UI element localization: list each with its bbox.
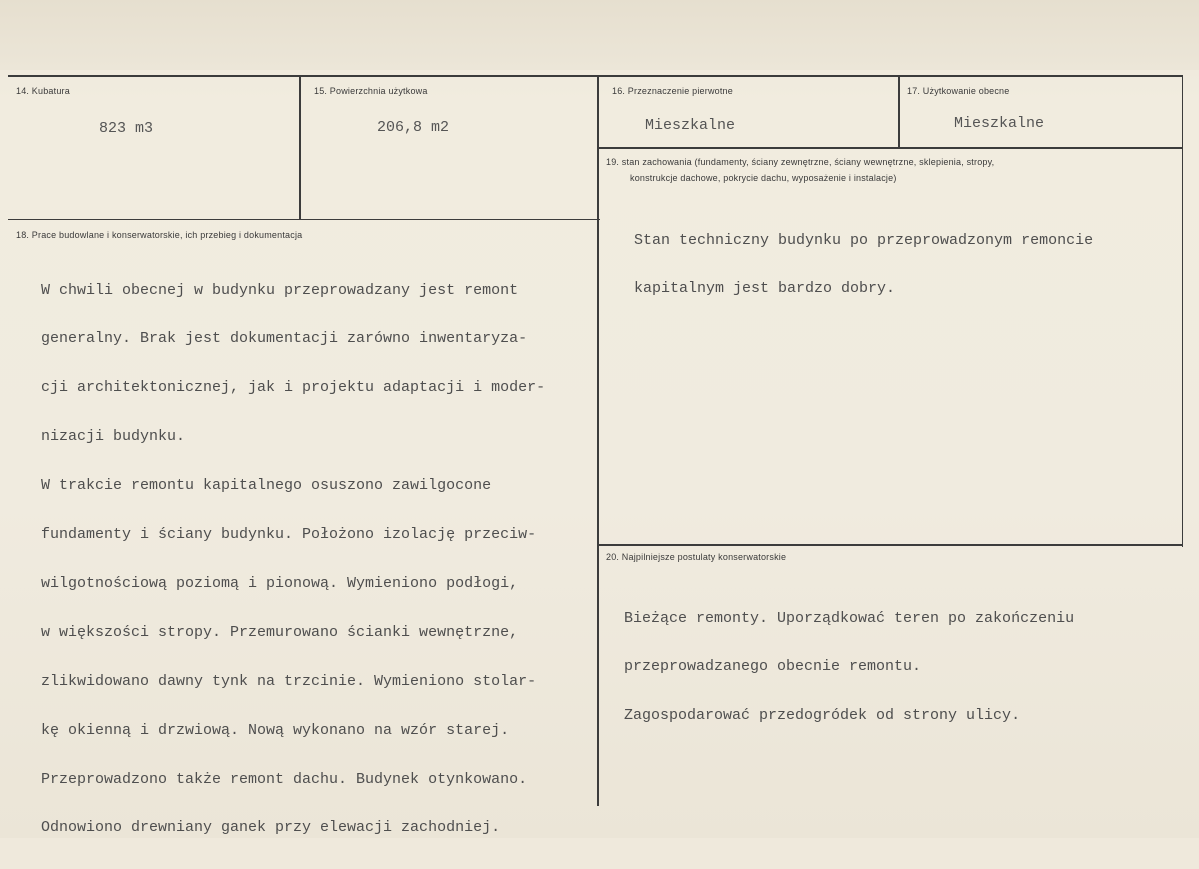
section-20-divider (598, 544, 1183, 546)
right-edge-rule (1182, 77, 1183, 547)
col-divider-16-17 (898, 77, 900, 148)
prace-line: generalny. Brak jest dokumentacji zarówno inwentaryza- (41, 330, 528, 348)
uzytkowanie-label: 17. Użytkowanie obecne (907, 86, 1010, 96)
col-divider-14-15 (299, 77, 301, 220)
prace-text (41, 250, 545, 869)
prace-line: wilgotnościową poziomą i pionową. Wymieniono podłogi, (41, 574, 519, 592)
stan-label-line1: 19. stan zachowania (fundamenty, ściany zewnętrzne, ściany wewnętrzne, sklepienia, stropy, (606, 157, 995, 167)
prace-line: fundamenty i ściany budynku. Położono izolację przeciw- (41, 526, 537, 544)
prace-line: Przeprowadzono także remont dachu. Budynek otynkowano. (41, 770, 528, 788)
header-divider-left (8, 219, 600, 220)
kubatura-label: 14. Kubatura (16, 86, 70, 96)
postulaty-line: przeprowadzanego obecnie remontu. (624, 658, 922, 676)
powierzchnia-value: 206,8 m2 (377, 119, 450, 136)
przeznaczenie-label: 16. Przeznaczenie pierwotne (612, 86, 733, 96)
przeznaczenie-value: Mieszkalne (645, 117, 736, 134)
col-divider-main (597, 77, 599, 806)
postulaty-line: Zagospodarować przedogródek od strony ulicy. (624, 707, 1021, 725)
postulaty-line: Bieżące remonty. Uporządkować teren po zakończeniu (624, 609, 1075, 627)
postulaty-text (624, 578, 1074, 757)
prace-line: kę okienną i drzwiową. Nową wykonano na wzór starej. (41, 721, 510, 739)
prace-line: w większości stropy. Przemurowano ścianki wewnętrzne, (41, 623, 519, 641)
kubatura-value: 823 m3 (99, 120, 154, 137)
header-divider-right (598, 147, 1183, 149)
stan-label-line2: konstrukcje dachowe, pokrycie dachu, wyposażenie i instalacje) (630, 173, 897, 183)
prace-line: zlikwidowano dawny tynk na trzcinie. Wymieniono stolar- (41, 672, 537, 690)
prace-label: 18. Prace budowlane i konserwatorskie, ich przebieg i dokumentacja (16, 230, 303, 240)
stan-line: Stan techniczny budynku po przeprowadzonym remoncie (634, 231, 1094, 249)
prace-line: cji architektonicznej, jak i projektu adaptacji i moder- (41, 379, 546, 397)
prace-line: nizacji budynku. (41, 428, 186, 446)
prace-line: W chwili obecnej w budynku przeprowadzany jest remont (41, 281, 519, 299)
powierzchnia-label: 15. Powierzchnia użytkowa (314, 86, 428, 96)
prace-line: W trakcie remontu kapitalnego osuszono zawilgocone (41, 477, 492, 495)
postulaty-label: 20. Najpilniejsze postulaty konserwatorskie (606, 552, 787, 562)
card-top-edge (0, 0, 1199, 70)
stan-line: kapitalnym jest bardzo dobry. (634, 280, 896, 298)
top-rule (8, 75, 1183, 77)
uzytkowanie-value: Mieszkalne (954, 115, 1045, 132)
prace-line: Odnowiono drewniany ganek przy elewacji zachodniej. (41, 819, 501, 837)
stan-text (634, 200, 1093, 330)
